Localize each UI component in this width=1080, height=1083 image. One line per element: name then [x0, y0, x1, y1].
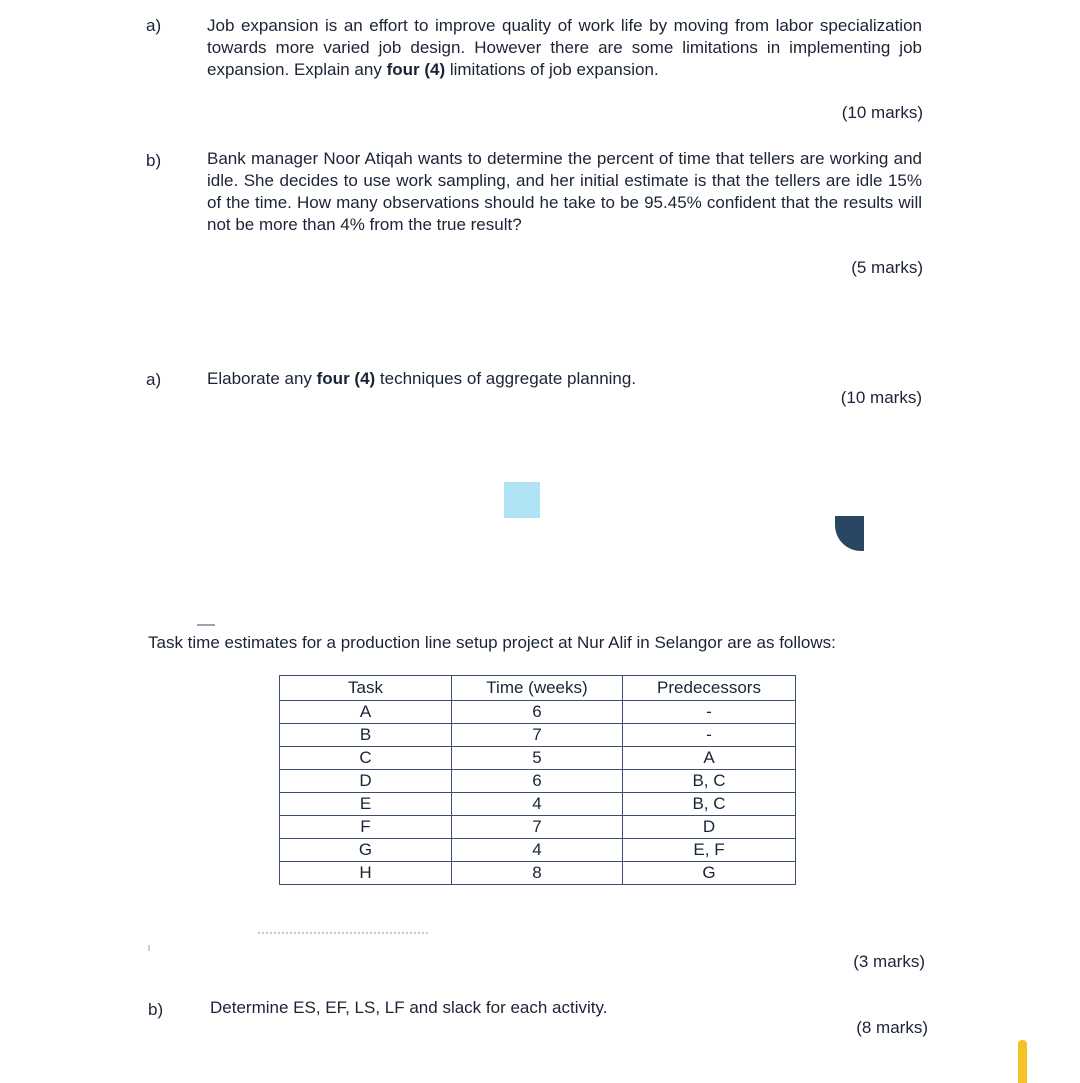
scan-artifact-blue-square — [504, 482, 540, 518]
table-cell-task: A — [280, 701, 452, 724]
table-cell-predecessors: D — [623, 816, 796, 839]
table-row — [280, 747, 796, 770]
table-cell-predecessors: E, F — [623, 839, 796, 862]
table-cell-time: 4 — [452, 793, 623, 816]
table-cell-task: G — [280, 839, 452, 862]
scan-artifact-dash — [197, 624, 215, 626]
task-table — [279, 675, 796, 885]
question-text-1a-part1: Job expansion is an effort to improve quality of work life by moving from labor specialization towards more varied job design. However there are some limitations in implementing job expansion. Explain any — [207, 16, 922, 79]
question-text-1a — [207, 15, 922, 81]
question-label-2a: a) — [146, 370, 162, 389]
table-cell-predecessors: - — [623, 724, 796, 747]
table-cell-predecessors: - — [623, 701, 796, 724]
marks-1a: (10 marks) — [841, 103, 923, 122]
table-cell-time: 6 — [452, 701, 623, 724]
table-row — [280, 770, 796, 793]
question-text-2a-part1: Elaborate any — [207, 369, 317, 388]
scan-artifact-dark-shape — [835, 516, 864, 551]
question-text-3b: Determine ES, EF, LS, LF and slack for each activity. — [210, 998, 608, 1017]
table-cell-predecessors: A — [623, 747, 796, 770]
table-cell-time: 8 — [452, 862, 623, 885]
table-cell-time: 5 — [452, 747, 623, 770]
table-cell-task: D — [280, 770, 452, 793]
table-row — [280, 839, 796, 862]
question-text-2a-part2: techniques of aggregate planning. — [375, 369, 637, 388]
scan-artifact-tick — [148, 945, 150, 951]
question-label-1a: a) — [146, 16, 162, 35]
table-row — [280, 816, 796, 839]
table-cell-task: E — [280, 793, 452, 816]
marks-3b: (8 marks) — [856, 1018, 928, 1037]
question-text-1a-emphasis: four (4) — [386, 60, 446, 79]
table-cell-time: 4 — [452, 839, 623, 862]
marks-3a: (3 marks) — [853, 952, 925, 971]
table-cell-task: H — [280, 862, 452, 885]
question-text-2a-emphasis: four (4) — [316, 369, 376, 388]
question-label-1b: b) — [146, 151, 162, 170]
table-row — [280, 862, 796, 885]
table-cell-predecessors: B, C — [623, 793, 796, 816]
table-cell-predecessors: G — [623, 862, 796, 885]
table-cell-task: C — [280, 747, 452, 770]
faint-cut-off-text — [258, 932, 428, 938]
question-text-1b: Bank manager Noor Atiqah wants to determine the percent of time that tellers are working and idle. She decides to use work sampling, and her initial estimate is that the tellers are idle 15% of the time. How many observations should he take to be 95.45% confident that the results will not be more than 4% from the true result? — [207, 149, 922, 234]
table-header-predecessors: Predecessors — [623, 676, 796, 701]
marks-1b: (5 marks) — [851, 258, 923, 277]
question-text-1a-part2: limitations of job expansion. — [445, 60, 659, 79]
table-cell-task: F — [280, 816, 452, 839]
highlighter-mark — [1018, 1040, 1027, 1083]
table-row — [280, 701, 796, 724]
table-cell-time: 7 — [452, 724, 623, 747]
table-row — [280, 793, 796, 816]
question-text-2a — [207, 368, 807, 390]
table-intro-text: Task time estimates for a production line setup project at Nur Alif in Selangor are as follows: — [148, 633, 836, 652]
table-header-task: Task — [280, 676, 452, 701]
table-header-row — [280, 676, 796, 701]
table-cell-predecessors: B, C — [623, 770, 796, 793]
table-header-time: Time (weeks) — [452, 676, 623, 701]
table-cell-time: 7 — [452, 816, 623, 839]
question-label-3b: b) — [148, 1000, 164, 1019]
table-cell-time: 6 — [452, 770, 623, 793]
marks-2a: (10 marks) — [840, 388, 922, 407]
table-cell-task: B — [280, 724, 452, 747]
table-row — [280, 724, 796, 747]
